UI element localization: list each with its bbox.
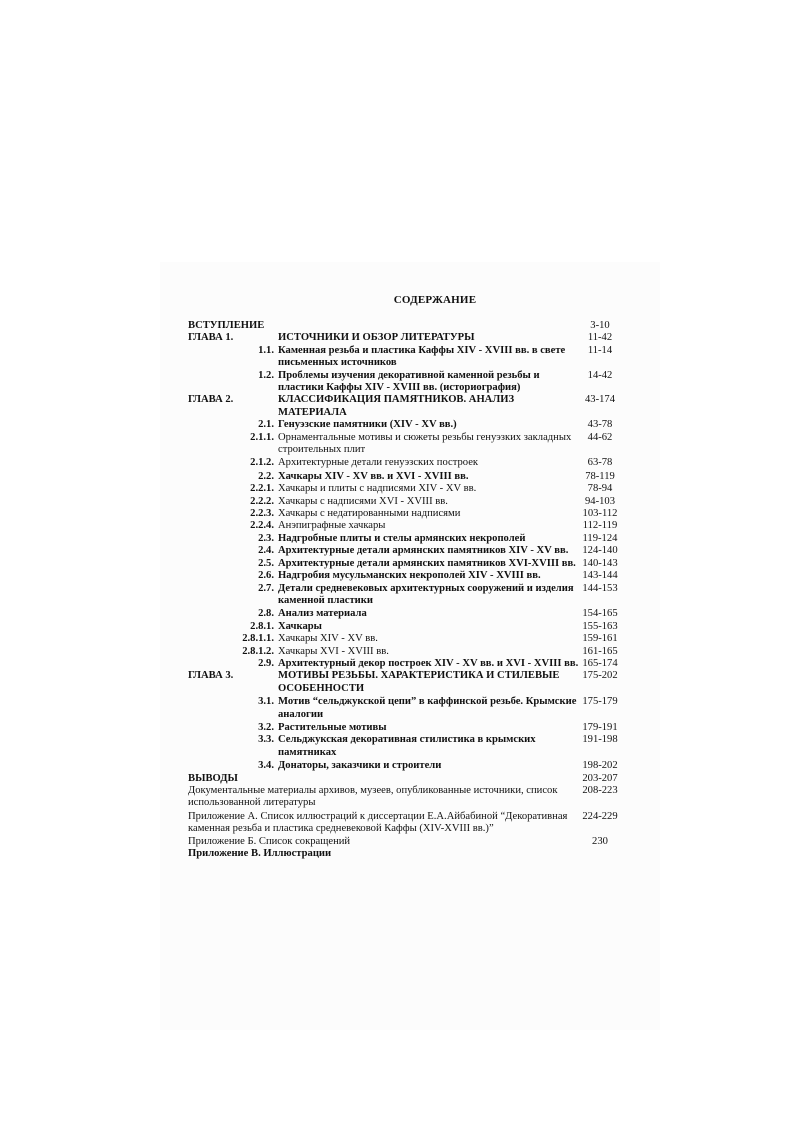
toc-text: ИСТОЧНИКИ И ОБЗОР ЛИТЕРАТУРЫ <box>278 332 475 344</box>
toc-entry[interactable] <box>188 621 638 633</box>
toc-number: 2.4. <box>258 545 274 557</box>
toc-entry[interactable] <box>188 848 638 860</box>
toc-entry[interactable] <box>188 583 638 608</box>
toc-number: 2.1. <box>258 419 274 431</box>
toc-text: Надгробия мусульманских некрополей XIV - XVIII вв. <box>278 570 541 582</box>
toc-label: ВСТУПЛЕНИЕ <box>188 320 265 331</box>
toc-pages: 191-198 <box>582 734 618 746</box>
toc-text: Каменная резьба и пластика Каффы XIV - XVIII вв. в свете письменных источников <box>278 344 566 369</box>
toc-entry[interactable] <box>188 457 638 469</box>
toc-entry[interactable] <box>188 811 638 836</box>
toc-number: 2.9. <box>258 657 274 669</box>
toc-number: 2.2.3. <box>250 508 274 520</box>
toc-pages: 224-229 <box>582 810 618 822</box>
toc-text: Донаторы, заказчики и строители <box>278 760 442 772</box>
toc-number: 2.8.1.2. <box>242 645 274 657</box>
toc-number: 2.2.1. <box>250 483 274 495</box>
toc-number: 2.2.4. <box>250 520 274 532</box>
toc-pages: 198-202 <box>582 760 618 772</box>
toc-entry[interactable] <box>188 520 638 532</box>
toc-text: МОТИВЫ РЕЗЬБЫ. ХАРАКТЕРИСТИКА И СТИЛЕВЫЕ ОСОБЕННОСТИ <box>278 670 560 694</box>
toc-pages: 143-144 <box>582 570 618 582</box>
toc-pages: 144-153 <box>582 582 618 594</box>
toc-pages: 43-78 <box>587 419 613 431</box>
toc-text: Надгробные плиты и стелы армянских некрополей <box>278 532 526 544</box>
toc-text: Анэпиграфные хачкары <box>278 520 386 532</box>
toc-text: Хачкары XIV - XV вв. и XVI - XVIII вв. <box>278 470 469 482</box>
toc-entry[interactable] <box>188 722 638 734</box>
toc-entry[interactable] <box>188 646 638 658</box>
toc-pages: 11-14 <box>587 344 613 356</box>
toc-number: 2.7. <box>258 582 274 594</box>
toc-pages: 63-78 <box>587 457 613 469</box>
toc-number: 2.2.2. <box>250 495 274 507</box>
toc-text: Генуэзские памятники (XIV - XV вв.) <box>278 419 457 431</box>
toc-pages: 103-112 <box>582 508 618 520</box>
toc-text: Хачкары XIV - XV вв. <box>278 633 378 645</box>
toc-pages: 230 <box>592 835 608 847</box>
toc-pages: 119-124 <box>582 532 618 544</box>
toc-text: Проблемы изучения декоративной каменной резьбы и пластики Каффы XIV - XVIII вв. (историография) <box>278 369 540 394</box>
page-title: СОДЕРЖАНИЕ <box>393 294 477 306</box>
toc-pages: 43-174 <box>584 394 615 406</box>
toc-text: Приложение В. Иллюстрации <box>188 848 332 860</box>
toc-text: Хачкары с надписями XVI - XVIII вв. <box>278 495 448 507</box>
toc-label: ГЛАВА 1. <box>188 332 234 344</box>
toc-pages: 175-202 <box>582 670 618 682</box>
toc-pages: 78-94 <box>587 483 613 495</box>
toc-number: 3.3. <box>258 734 274 746</box>
toc-number: 2.8. <box>258 608 274 620</box>
toc-text: Орнаментальные мотивы и сюжеты резьбы генуэзких закладных строительных плит <box>278 431 572 456</box>
toc-pages: 179-191 <box>582 721 618 733</box>
toc-number: 2.5. <box>258 557 274 569</box>
toc-pages: 159-161 <box>582 633 618 645</box>
toc-entry[interactable] <box>188 734 638 759</box>
toc-text: Архитектурные детали армянских памятников XIV - XV вв. <box>278 545 569 557</box>
toc-pages: 11-42 <box>587 332 613 344</box>
toc-number: 2.1.1. <box>250 431 274 443</box>
toc-entry[interactable] <box>188 394 638 419</box>
toc-entry[interactable] <box>188 670 638 695</box>
toc-text: Архитектурный декор построек XIV - XV вв. и XVI - XVIII вв. <box>278 657 579 669</box>
toc-pages: 208-223 <box>582 785 618 796</box>
toc-number: 3.2. <box>258 721 274 733</box>
toc-number: 2.8.1. <box>250 620 274 632</box>
toc-pages: 44-62 <box>587 431 613 443</box>
toc-entry[interactable] <box>188 633 638 645</box>
toc-text: Приложение Б. Список сокращений <box>188 835 351 847</box>
toc-number: 2.8.1.1. <box>242 633 274 645</box>
toc-number: 1.2. <box>258 369 274 381</box>
toc-entry[interactable] <box>188 608 638 620</box>
toc-text: Детали средневековых архитектурных сооружений и изделия каменной пластики <box>278 582 574 606</box>
toc-text: Архитектурные детали генуэзских построек <box>278 457 479 469</box>
toc-entry[interactable] <box>188 419 638 431</box>
toc-text: Приложение А. Список иллюстраций к диссертации Е.А.Айбабиной “Декоративная каменная резьба и пластика средневековой Каффы (XIV-XVIII вв.)” <box>188 810 568 835</box>
toc-entry[interactable] <box>188 345 638 370</box>
toc-number: 2.3. <box>258 532 274 544</box>
toc-label: ВЫВОДЫ <box>188 772 238 784</box>
toc-number: 3.4. <box>258 760 274 772</box>
toc-entry[interactable] <box>188 332 638 344</box>
toc-pages: 155-163 <box>582 620 618 632</box>
toc-entry[interactable] <box>188 471 638 483</box>
toc-number: 1.1. <box>258 344 274 356</box>
toc-text: Анализ материала <box>278 608 367 620</box>
toc-pages: 140-143 <box>582 557 618 569</box>
toc-pages: 14-42 <box>587 369 613 381</box>
toc-pages: 78-119 <box>585 470 615 482</box>
toc-pages: 124-140 <box>582 545 618 557</box>
toc-text: Сельджукская декоративная стилистика в крымских памятниках <box>278 734 536 758</box>
toc-entry[interactable] <box>188 370 638 395</box>
toc-text: Хачкары <box>278 620 322 632</box>
toc-text: Архитектурные детали армянских памятников XVI-XVIII вв. <box>278 557 576 569</box>
toc-number: 2.6. <box>258 570 274 582</box>
toc-entry[interactable] <box>188 533 638 545</box>
toc-entry[interactable] <box>188 483 638 495</box>
toc-text: Хачкары XVI - XVIII вв. <box>278 645 389 657</box>
toc-pages: 94-103 <box>584 495 615 507</box>
toc-pages: 165-174 <box>582 657 618 669</box>
toc-pages: 161-165 <box>582 645 618 657</box>
toc-number: 2.1.2. <box>250 457 274 469</box>
toc-pages: 3-10 <box>590 320 610 331</box>
toc-entry[interactable] <box>188 836 638 848</box>
toc-entry[interactable] <box>188 432 638 457</box>
toc-text: Растительные мотивы <box>278 721 387 733</box>
toc-number: 2.2. <box>258 470 274 482</box>
toc-entry[interactable] <box>188 570 638 582</box>
toc-entry[interactable] <box>188 760 638 772</box>
toc-entry[interactable] <box>188 658 638 670</box>
toc-pages: 203-207 <box>582 772 618 784</box>
toc-entry[interactable] <box>188 545 638 557</box>
toc-pages: 175-179 <box>582 696 618 708</box>
toc-entry[interactable] <box>188 558 638 570</box>
toc-entry[interactable] <box>188 773 638 785</box>
toc-text: Хачкары и плиты с надписями XIV - XV вв. <box>278 483 477 495</box>
toc-text: Документальные материалы архивов, музеев, опубликованные источники, список использованной литературы <box>188 785 558 809</box>
toc-number: 3.1. <box>258 696 274 708</box>
toc-label: ГЛАВА 2. <box>188 394 234 406</box>
toc-entry[interactable] <box>188 320 638 332</box>
table-of-contents <box>188 320 638 860</box>
toc-text: КЛАССИФИКАЦИЯ ПАМЯТНИКОВ. АНАЛИЗ МАТЕРИАЛА <box>278 394 515 418</box>
toc-entry[interactable] <box>188 508 638 520</box>
toc-text: Хачкары с недатированными надписями <box>278 508 461 520</box>
toc-label: ГЛАВА 3. <box>188 670 234 682</box>
toc-pages: 112-119 <box>582 520 618 532</box>
toc-entry[interactable] <box>188 785 638 810</box>
toc-entry[interactable] <box>188 496 638 508</box>
toc-text: Мотив “сельджукской цепи” в каффинской резьбе. Крымские аналогии <box>278 696 577 720</box>
toc-entry[interactable] <box>188 696 638 721</box>
toc-pages: 154-165 <box>582 608 618 620</box>
